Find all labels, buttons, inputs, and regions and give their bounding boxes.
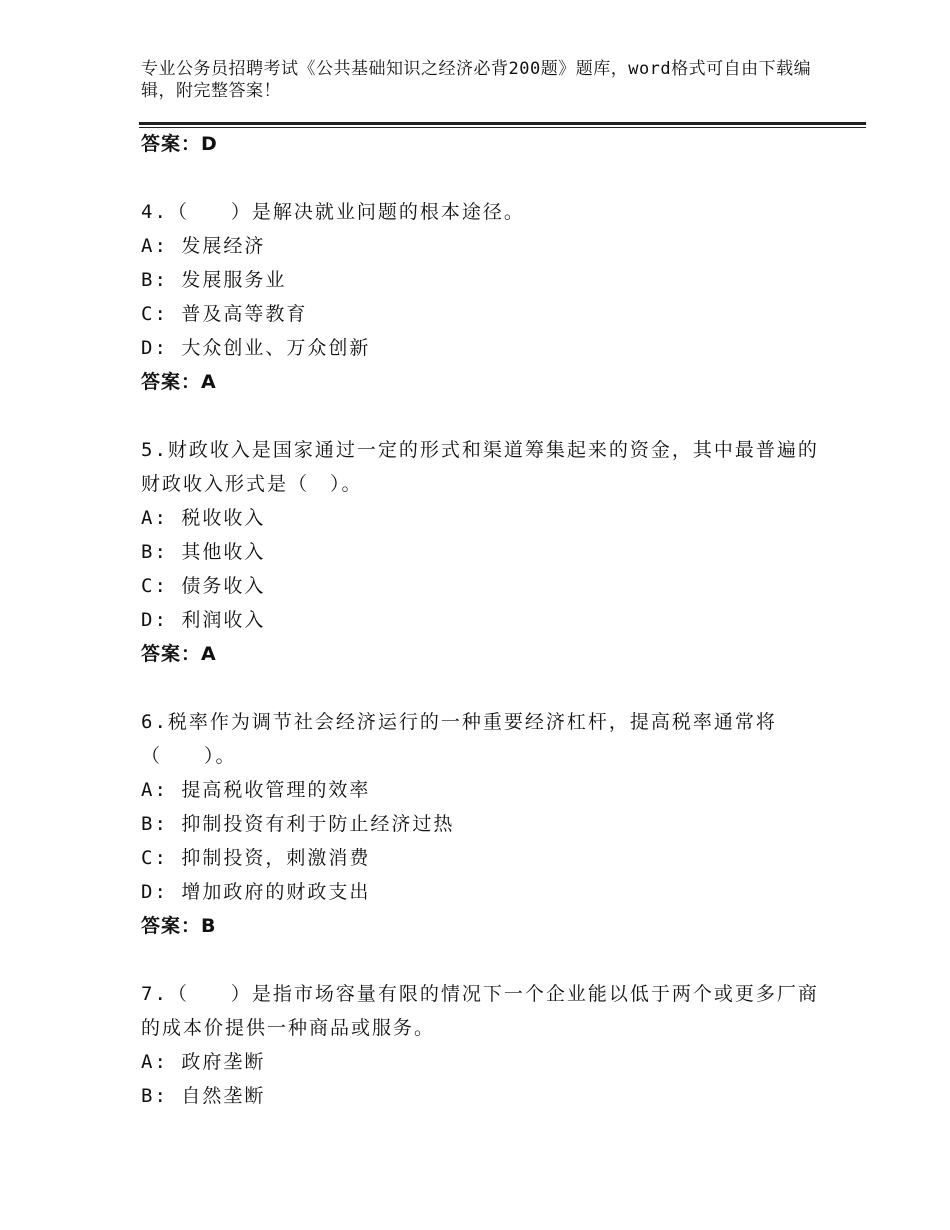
question-item	[141, 977, 821, 1113]
question-item	[141, 433, 821, 671]
option-a: A: 提高税收管理的效率	[141, 779, 371, 801]
option-c: C: 普及高等教育	[141, 303, 308, 325]
question-item	[141, 195, 821, 399]
option-c: C: 债务收入	[141, 575, 266, 597]
question-item	[141, 705, 821, 943]
option-a: A: 税收收入	[141, 507, 266, 529]
question-stem: 7.（ ）是指市场容量有限的情况下一个企业能以低于两个或更多厂商的成本价提供一种商品或服务。	[141, 983, 819, 1039]
answer-line: 答案：A	[141, 643, 217, 665]
option-a: A: 政府垄断	[141, 1051, 266, 1073]
option-d: D: 增加政府的财政支出	[141, 881, 371, 903]
question-list	[141, 127, 821, 1113]
question-stem: 6.税率作为调节社会经济运行的一种重要经济杠杆，提高税率通常将（ ）。	[141, 711, 777, 767]
option-a: A: 发展经济	[141, 235, 266, 257]
option-d: D: 利润收入	[141, 609, 266, 631]
option-b: B: 抑制投资有利于防止经济过热	[141, 813, 455, 835]
option-d: D: 大众创业、万众创新	[141, 337, 371, 359]
question-stem: 4.（ ）是解决就业问题的根本途径。	[141, 201, 525, 223]
answer-line: 答案：A	[141, 371, 217, 393]
answer-line: 答案：B	[141, 915, 217, 937]
question-stem: 5.财政收入是国家通过一定的形式和渠道筹集起来的资金，其中最普遍的财政收入形式是（ ）。	[141, 439, 819, 495]
page-header: 专业公务员招聘考试《公共基础知识之经济必背200题》题库，word格式可自由下载编辑，附完整答案！	[141, 59, 812, 101]
option-b: B: 其他收入	[141, 541, 266, 563]
option-b: B: 发展服务业	[141, 269, 287, 291]
option-b: B: 自然垄断	[141, 1085, 266, 1107]
option-c: C: 抑制投资，刺激消费	[141, 847, 371, 869]
header-divider	[139, 122, 866, 125]
answer-line: 答案：D	[141, 133, 218, 155]
